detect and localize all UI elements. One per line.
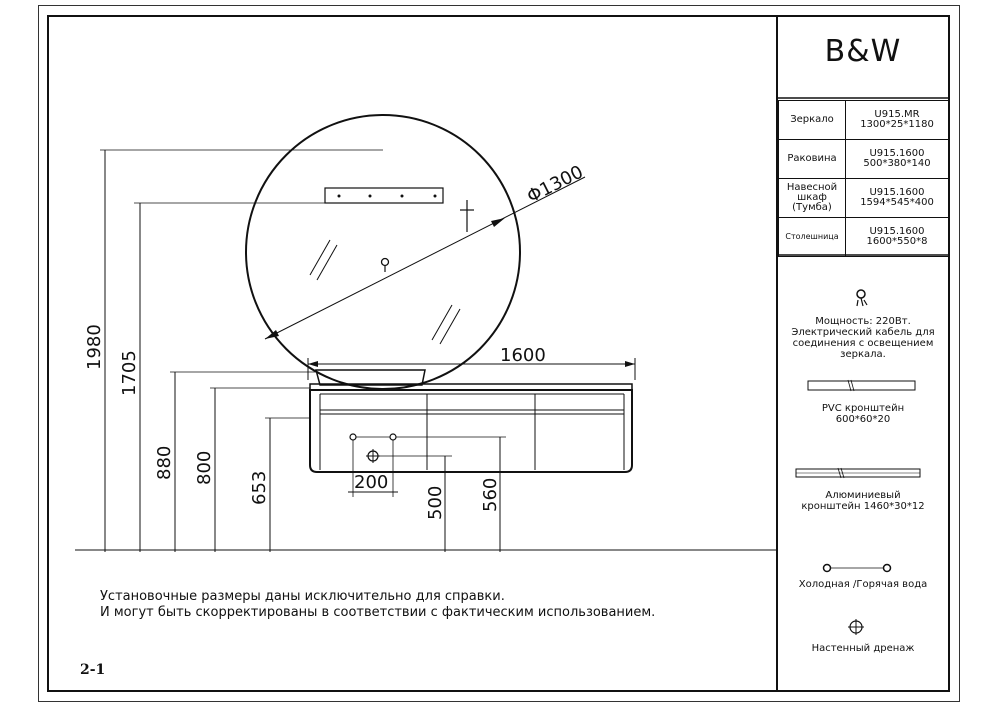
dim-880: 880 bbox=[154, 445, 175, 480]
page-number: 2-1 bbox=[80, 662, 106, 678]
note-line-1: Установочные размеры даны исключительно для справки. bbox=[100, 589, 505, 604]
dim-653: 653 bbox=[249, 470, 270, 505]
dim-pipe-spacing: 200 bbox=[354, 472, 389, 493]
dim-diameter: Φ1300 bbox=[523, 161, 587, 208]
legend-power-text: Мощность: 220Вт. Электрический кабель для соединения с освещением зеркала. bbox=[791, 316, 935, 360]
legend-drain-text: Настенный дренаж bbox=[811, 643, 915, 654]
basin bbox=[316, 370, 425, 385]
spec-values: U915.1600 1600*550*8 bbox=[846, 218, 949, 257]
note-line-2: И могут быть скорректированы в соответствии с фактическим использованием. bbox=[100, 605, 656, 620]
dim-560: 560 bbox=[480, 477, 501, 512]
dim-800: 800 bbox=[194, 450, 215, 485]
dim-500: 500 bbox=[425, 485, 446, 520]
dim-width: 1600 bbox=[500, 345, 546, 366]
brand-logo: B&W bbox=[824, 34, 902, 69]
spec-values: U915.MR 1300*25*1180 bbox=[846, 101, 949, 140]
spec-row bbox=[779, 101, 949, 140]
spec-row bbox=[779, 218, 949, 257]
mirror-circle bbox=[246, 115, 520, 389]
cold-water-icon bbox=[824, 565, 831, 572]
spec-row bbox=[779, 140, 949, 179]
cold-pipe bbox=[350, 434, 356, 440]
spec-name: Столешница bbox=[779, 218, 846, 257]
legend-pvc-text: PVC кронштейн 600*60*20 bbox=[821, 403, 905, 425]
legend-water-text: Холодная /Горячая вода bbox=[798, 579, 928, 590]
spec-values: U915.1600 500*380*140 bbox=[846, 140, 949, 179]
spec-name: Раковина bbox=[779, 140, 846, 179]
legend-alu-text: Алюминиевый кронштейн 1460*30*12 bbox=[801, 490, 925, 512]
spec-name: Навесной шкаф (Тумба) bbox=[779, 179, 846, 218]
power-icon bbox=[857, 290, 865, 298]
spec-row bbox=[779, 179, 949, 218]
hot-water-icon bbox=[884, 565, 891, 572]
cabinet bbox=[310, 390, 632, 472]
spec-table bbox=[778, 100, 949, 257]
dim-1980: 1980 bbox=[84, 324, 105, 370]
spec-name: Зеркало bbox=[779, 101, 846, 140]
pvc-bracket-icon bbox=[808, 381, 915, 390]
dim-1705: 1705 bbox=[119, 350, 140, 396]
hot-pipe bbox=[390, 434, 396, 440]
mirror-bracket bbox=[325, 188, 443, 203]
spec-values: U915.1600 1594*545*400 bbox=[846, 179, 949, 218]
